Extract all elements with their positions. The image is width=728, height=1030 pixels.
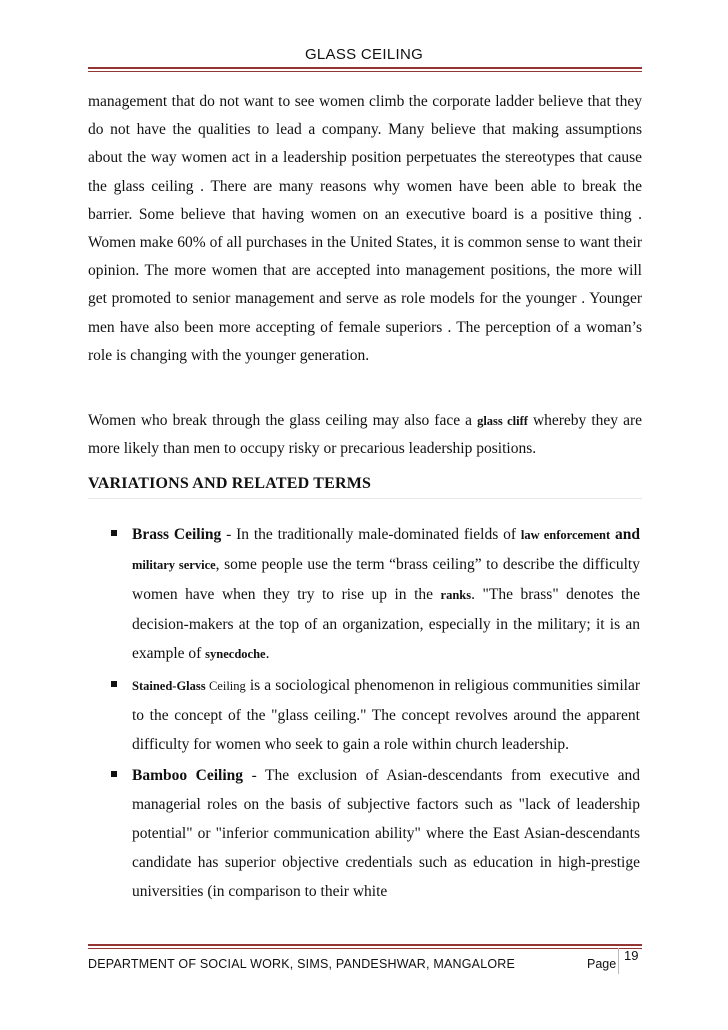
brass-text-2: , some people use the term “brass ceiling” to describe the difficulty women have when they try to rise up in the (132, 556, 640, 603)
stained-text: is a sociological phenomenon in religious communities similar to the concept of the "glass ceiling." The concept revolves around the apparent difficulty for women who seek to gain a role within church leadership. (132, 677, 640, 753)
section-heading: VARIATIONS AND RELATED TERMS (88, 475, 372, 492)
list-item-text (132, 520, 640, 669)
brass-text-1: - In the traditionally male-dominated fields of (221, 526, 521, 543)
brass-and: and (610, 526, 640, 543)
term-brass-ceiling: Brass Ceiling (132, 526, 222, 543)
list-item-text (132, 671, 640, 759)
stained-glass-link[interactable]: Stained-Glass (132, 679, 206, 693)
square-bullet-icon (111, 681, 117, 687)
brass-text-4: . (265, 645, 270, 662)
paragraph-2 (88, 407, 642, 463)
footer-divider (618, 948, 619, 974)
paragraph-2-text-b: whereby they are more likely than men to occupy risky or precarious leadership positions. (88, 412, 643, 458)
law-enforcement-link[interactable]: law enforcement (520, 528, 611, 542)
square-bullet-icon (111, 530, 117, 536)
header-rule (88, 67, 642, 69)
list-item-brass-ceiling (0, 520, 728, 669)
page-number: 19 (624, 948, 639, 963)
paragraph-1: management that do not want to see women climb the corporate ladder believe that they do not have the qualities to lead a company. Many believe that making assumptions about the way women act in a leadership position perpetuates the stereotypes that cause the glass ceiling . There are many reasons why women have been able to break the barrier. Some believe that having women on an executive board is a positive thing . Women make 60% of all purchases in the United States, it is common sense to want their opinion. The more women that are accepted into management positions, the more will get promoted to senior management and serve as role models for the younger . Younger men have also been more accepting of female superiors . The perception of a woman’s role is changing with the younger generation. (88, 93, 642, 364)
list-item-stained-glass-ceiling (0, 671, 728, 759)
square-bullet-icon (111, 771, 117, 777)
bamboo-text: - The exclusion of Asian-descendants from executive and managerial roles on the basis of subjective factors such as "lack of leadership potential" or "inferior communication ability" where the East Asian-descendants candidate has superior objective credentials such as education in high-prestige universities (in comparison to their white (132, 767, 641, 900)
footer-rule-thin (88, 948, 642, 949)
military-service-link[interactable]: military service (132, 558, 216, 572)
paragraph-2-text-a: Women who break through the glass ceiling may also face a (88, 412, 478, 429)
footer-department: DEPARTMENT OF SOCIAL WORK, SIMS, PANDESHWAR, MANGALORE (88, 957, 516, 971)
ranks-link[interactable]: ranks (440, 588, 472, 602)
stained-ceiling-term: Ceiling (205, 679, 246, 693)
footer-page-label: Page (587, 957, 617, 971)
brass-text-3: . "The brass" denotes the decision-makers at the top of an organization, especially in the military; it is an example of (132, 586, 640, 662)
list-item-text (132, 761, 640, 906)
section-rule (88, 498, 642, 499)
term-bamboo-ceiling: Bamboo Ceiling (132, 767, 244, 784)
footer-rule (88, 944, 642, 946)
header-title: GLASS CEILING (304, 46, 424, 63)
header-rule-thin (88, 71, 642, 72)
list-item-bamboo-ceiling (0, 761, 728, 906)
synecdoche-link[interactable]: synecdoche (205, 647, 266, 661)
terms-list (0, 520, 728, 908)
glass-cliff-link[interactable]: glass cliff (477, 414, 528, 428)
